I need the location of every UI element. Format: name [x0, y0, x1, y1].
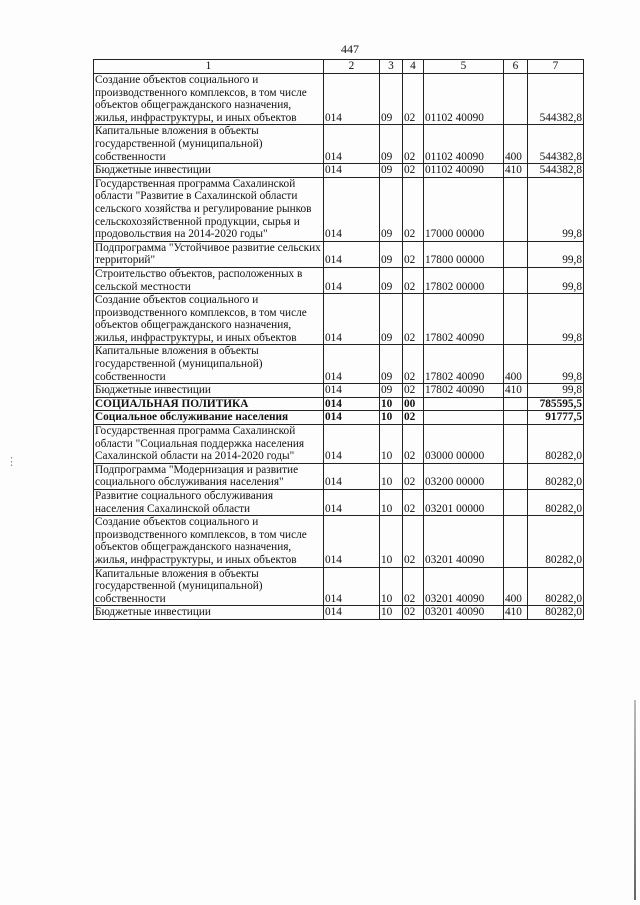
- table-row: [94, 177, 584, 241]
- ministry-code-cell: 014: [324, 384, 380, 398]
- amount-cell: 80282,0: [528, 516, 584, 567]
- table-row: [94, 490, 584, 516]
- target-article-cell: 03201 00000: [424, 490, 504, 516]
- amount-cell: 99,8: [528, 177, 584, 241]
- expense-type-cell: [504, 516, 528, 567]
- subsection-code-cell: 02: [403, 177, 424, 241]
- expense-type-cell: 400: [504, 345, 528, 384]
- section-code-cell: 10: [380, 516, 403, 567]
- expense-type-cell: [504, 177, 528, 241]
- expense-type-cell: [504, 241, 528, 267]
- ministry-code-cell: 014: [324, 241, 380, 267]
- row-name-cell: Бюджетные инвестиции: [94, 164, 324, 178]
- amount-cell: 99,8: [528, 241, 584, 267]
- expense-type-cell: 410: [504, 164, 528, 178]
- target-article-cell: 01102 40090: [424, 164, 504, 178]
- table-row: [94, 345, 584, 384]
- section-code-cell: 09: [380, 241, 403, 267]
- subsection-code-cell: 02: [403, 425, 424, 464]
- subsection-code-cell: 02: [403, 411, 424, 425]
- section-code-cell: 09: [380, 267, 403, 293]
- amount-cell: 99,8: [528, 294, 584, 345]
- row-name-cell: Создание объектов социального и производственного комплексов, в том числе объектов общегражданского назначения, жилья, инфраструктуры, и иных объектов: [94, 294, 324, 345]
- section-code-cell: 10: [380, 411, 403, 425]
- expense-type-cell: 400: [504, 567, 528, 606]
- target-article-cell: 03200 00000: [424, 463, 504, 489]
- ministry-code-cell: 014: [324, 74, 380, 125]
- expense-type-cell: [504, 74, 528, 125]
- expense-type-cell: [504, 425, 528, 464]
- table-row: [94, 397, 584, 411]
- subsection-code-cell: 02: [403, 267, 424, 293]
- row-name-cell: СОЦИАЛЬНАЯ ПОЛИТИКА: [94, 397, 324, 411]
- target-article-cell: 17802 40090: [424, 384, 504, 398]
- target-article-cell: 17802 40090: [424, 345, 504, 384]
- target-article-cell: 03201 40090: [424, 516, 504, 567]
- section-code-cell: 10: [380, 397, 403, 411]
- budget-table: [93, 59, 584, 620]
- subsection-code-cell: 02: [403, 164, 424, 178]
- scan-margin-mark: ⋮: [6, 456, 17, 468]
- row-name-cell: Капитальные вложения в объекты государственной (муниципальной) собственности: [94, 567, 324, 606]
- target-article-cell: 01102 40090: [424, 125, 504, 164]
- expense-type-cell: 400: [504, 125, 528, 164]
- subsection-code-cell: 02: [403, 241, 424, 267]
- subsection-code-cell: 02: [403, 125, 424, 164]
- subsection-code-cell: 00: [403, 397, 424, 411]
- ministry-code-cell: 014: [324, 164, 380, 178]
- row-name-cell: Бюджетные инвестиции: [94, 384, 324, 398]
- target-article-cell: 17000 00000: [424, 177, 504, 241]
- target-article-cell: [424, 411, 504, 425]
- row-name-cell: Капитальные вложения в объекты государственной (муниципальной) собственности: [94, 345, 324, 384]
- table-row: [94, 606, 584, 620]
- subsection-code-cell: 02: [403, 606, 424, 620]
- section-code-cell: 10: [380, 567, 403, 606]
- subsection-code-cell: 02: [403, 294, 424, 345]
- ministry-code-cell: 014: [324, 125, 380, 164]
- expense-type-cell: [504, 397, 528, 411]
- target-article-cell: 03000 00000: [424, 425, 504, 464]
- section-code-cell: 09: [380, 345, 403, 384]
- table-row: [94, 241, 584, 267]
- column-header: 7: [528, 60, 584, 74]
- table-row: [94, 567, 584, 606]
- amount-cell: 544382,8: [528, 164, 584, 178]
- section-code-cell: 09: [380, 384, 403, 398]
- section-code-cell: 10: [380, 425, 403, 464]
- target-article-cell: 17800 00000: [424, 241, 504, 267]
- ministry-code-cell: 014: [324, 397, 380, 411]
- amount-cell: 99,8: [528, 345, 584, 384]
- column-header: 3: [380, 60, 403, 74]
- ministry-code-cell: 014: [324, 516, 380, 567]
- table-row: [94, 267, 584, 293]
- row-name-cell: Государственная программа Сахалинской области "Развитие в Сахалинской области сельского хозяйства и регулирование рынков сельскохозяйственной продукции, сырья и продовольствия на 2014-2020 годы": [94, 177, 324, 241]
- scan-edge-shadow: [634, 700, 636, 900]
- amount-cell: 80282,0: [528, 490, 584, 516]
- ministry-code-cell: 014: [324, 294, 380, 345]
- section-code-cell: 09: [380, 294, 403, 345]
- column-header: 6: [504, 60, 528, 74]
- target-article-cell: 01102 40090: [424, 74, 504, 125]
- section-code-cell: 09: [380, 74, 403, 125]
- subsection-code-cell: 02: [403, 490, 424, 516]
- row-name-cell: Создание объектов социального и производственного комплексов, в том числе объектов общегражданского назначения, жилья, инфраструктуры, и иных объектов: [94, 74, 324, 125]
- amount-cell: 80282,0: [528, 606, 584, 620]
- expense-type-cell: [504, 411, 528, 425]
- section-code-cell: 10: [380, 606, 403, 620]
- amount-cell: 91777,5: [528, 411, 584, 425]
- target-article-cell: 03201 40090: [424, 606, 504, 620]
- row-name-cell: Капитальные вложения в объекты государственной (муниципальной) собственности: [94, 125, 324, 164]
- ministry-code-cell: 014: [324, 490, 380, 516]
- subsection-code-cell: 02: [403, 463, 424, 489]
- ministry-code-cell: 014: [324, 267, 380, 293]
- expense-type-cell: [504, 463, 528, 489]
- table-row: [94, 411, 584, 425]
- row-name-cell: Подпрограмма "Устойчивое развитие сельских территорий": [94, 241, 324, 267]
- row-name-cell: Социальное обслуживание населения: [94, 411, 324, 425]
- expense-type-cell: [504, 294, 528, 345]
- row-name-cell: Создание объектов социального и производственного комплексов, в том числе объектов общегражданского назначения, жилья, инфраструктуры, и иных объектов: [94, 516, 324, 567]
- column-header: 5: [424, 60, 504, 74]
- amount-cell: 99,8: [528, 267, 584, 293]
- table-row: [94, 516, 584, 567]
- subsection-code-cell: 02: [403, 345, 424, 384]
- section-code-cell: 09: [380, 164, 403, 178]
- column-header: 1: [94, 60, 324, 74]
- section-code-cell: 09: [380, 177, 403, 241]
- ministry-code-cell: 014: [324, 425, 380, 464]
- target-article-cell: 03201 40090: [424, 567, 504, 606]
- amount-cell: 99,8: [528, 384, 584, 398]
- ministry-code-cell: 014: [324, 567, 380, 606]
- target-article-cell: 17802 00000: [424, 267, 504, 293]
- section-code-cell: 10: [380, 463, 403, 489]
- ministry-code-cell: 014: [324, 177, 380, 241]
- row-name-cell: Подпрограмма "Модернизация и развитие социального обслуживания населения": [94, 463, 324, 489]
- table-row: [94, 294, 584, 345]
- column-header: 2: [324, 60, 380, 74]
- row-name-cell: Развитие социального обслуживания населения Сахалинской области: [94, 490, 324, 516]
- subsection-code-cell: 02: [403, 567, 424, 606]
- amount-cell: 544382,8: [528, 125, 584, 164]
- table-row: [94, 125, 584, 164]
- ministry-code-cell: 014: [324, 411, 380, 425]
- expense-type-cell: 410: [504, 384, 528, 398]
- target-article-cell: 17802 40090: [424, 294, 504, 345]
- target-article-cell: [424, 397, 504, 411]
- ministry-code-cell: 014: [324, 463, 380, 489]
- subsection-code-cell: 02: [403, 384, 424, 398]
- amount-cell: 544382,8: [528, 74, 584, 125]
- table-body: [94, 60, 584, 620]
- amount-cell: 80282,0: [528, 425, 584, 464]
- table-row: [94, 384, 584, 398]
- page-number: 447: [341, 42, 359, 56]
- expense-type-cell: 410: [504, 606, 528, 620]
- expense-type-cell: [504, 267, 528, 293]
- ministry-code-cell: 014: [324, 345, 380, 384]
- row-name-cell: Государственная программа Сахалинской области "Социальная поддержка населения Сахалинской области на 2014-2020 годы": [94, 425, 324, 464]
- ministry-code-cell: 014: [324, 606, 380, 620]
- amount-cell: 80282,0: [528, 463, 584, 489]
- amount-cell: 80282,0: [528, 567, 584, 606]
- section-code-cell: 09: [380, 125, 403, 164]
- header-row: [94, 60, 584, 74]
- table-row: [94, 463, 584, 489]
- table-row: [94, 425, 584, 464]
- row-name-cell: Строительство объектов, расположенных в сельской местности: [94, 267, 324, 293]
- column-header: 4: [403, 60, 424, 74]
- subsection-code-cell: 02: [403, 516, 424, 567]
- section-code-cell: 10: [380, 490, 403, 516]
- subsection-code-cell: 02: [403, 74, 424, 125]
- amount-cell: 785595,5: [528, 397, 584, 411]
- row-name-cell: Бюджетные инвестиции: [94, 606, 324, 620]
- table-row: [94, 164, 584, 178]
- table-row: [94, 74, 584, 125]
- expense-type-cell: [504, 490, 528, 516]
